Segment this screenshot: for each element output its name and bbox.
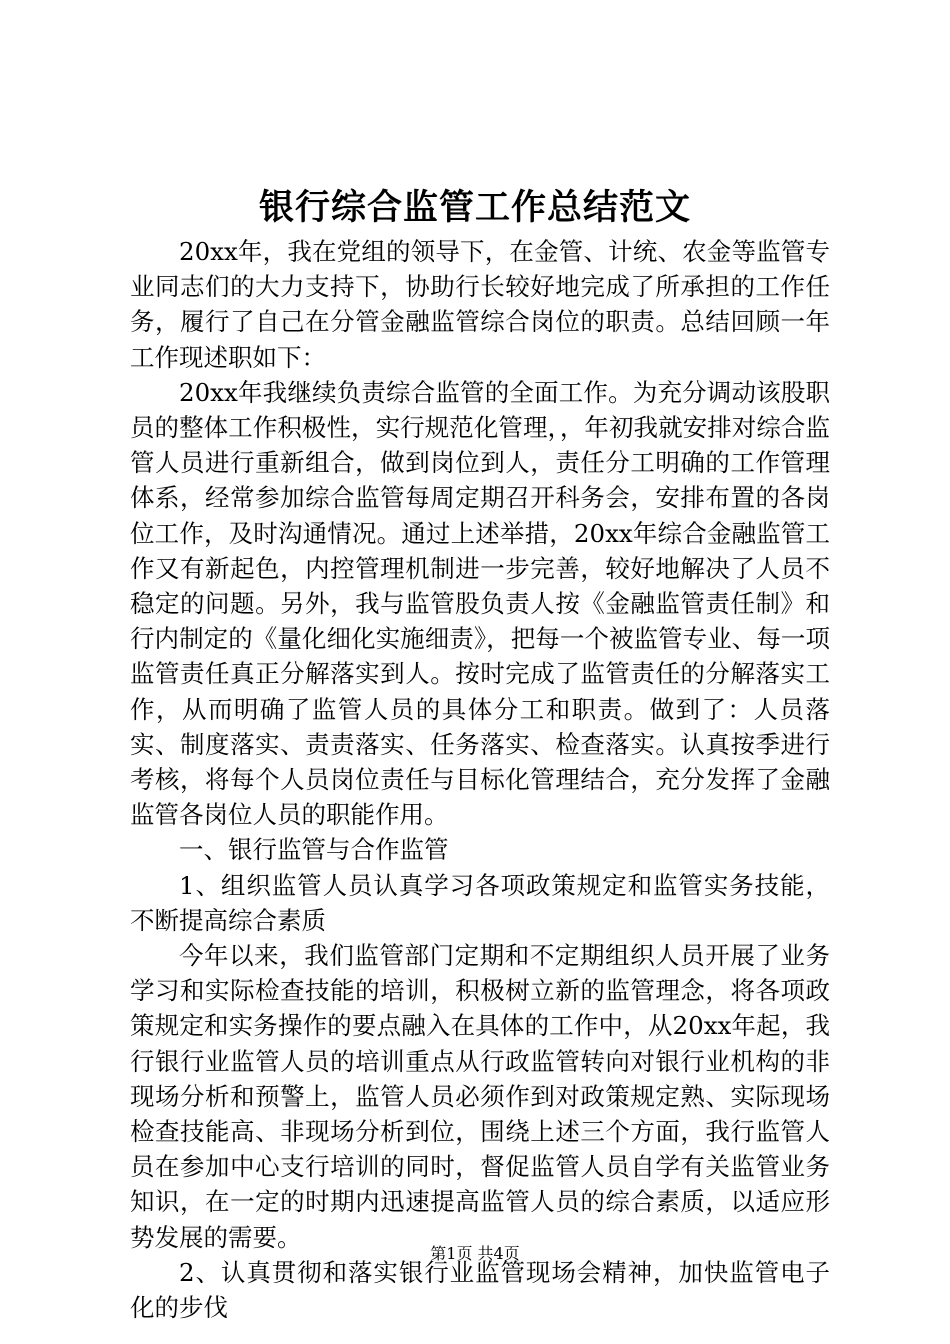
paragraph-overview: 20xx年我继续负责综合监管的全面工作。为充分调动该股职员的整体工作积极性，实行规范化管理，，年初我就安排对综合监管人员进行重新组合，做到岗位到人，责任分工明确的工作管理体系，经常参加综合监管每周定期召开科务会，安排布置的各岗位工作，及时沟通情况。通过上述举措，20xx年综合金融监管工作又有新起色，内控管理机制进一步完善，较好地解决了人员不稳定的问题。另外，我与监管股负责人按《金融监管责任制》和行内制定的《量化细化实施细责》，把每一个被监管专业、每一项监管责任真正分解落实到人。按时完成了监管责任的分解落实工作，从而明确了监管人员的具体分工和职责。做到了：人员落实、制度落实、责责落实、任务落实、检查落实。认真按季进行考核，将每个人员岗位责任与目标化管理结合，充分发挥了金融监管各岗位人员的职能作用。 [130,377,830,830]
subheading-1: 1、组织监管人员认真学习各项政策规定和监管实务技能，不断提高综合素质 [130,870,830,935]
page-footer: 第1页 共4页 [430,1244,520,1263]
subheading-2: 2、认真贯彻和落实银行业监管现场会精神，加快监管电子化的步伐 [130,1257,830,1323]
section-heading-1: 一、银行监管与合作监管 [179,835,449,865]
paragraph-training: 今年以来，我们监管部门定期和不定期组织人员开展了业务学习和实际检查技能的培训，积极树立新的监管理念，将各项政策规定和实务操作的要点融入在具体的工作中，从20xx年起，我行银行业监管人员的培训重点从行政监管转向对银行业机构的非现场分析和预警上，监管人员必须作到对政策规定熟、实际现场检查技能高、非现场分析到位，围绕上述三个方面，我行监管人员在参加中心支行培训的同时，督促监管人员自学有关监管业务知识，在一定的时期内迅速提高监管人员的综合素质，以适应形势发展的需要。 [130,941,830,1252]
document-body [130,234,830,1325]
document-title: 银行综合监管工作总结范文 [258,187,691,228]
paragraph-intro: 20xx年，我在党组的领导下，在金管、计统、农金等监管专业同志们的大力支持下，协助行长较好地完成了所承担的工作任务，履行了自己在分管金融监管综合岗位的职责。总结回顾一年工作现述职如下： [130,237,830,372]
